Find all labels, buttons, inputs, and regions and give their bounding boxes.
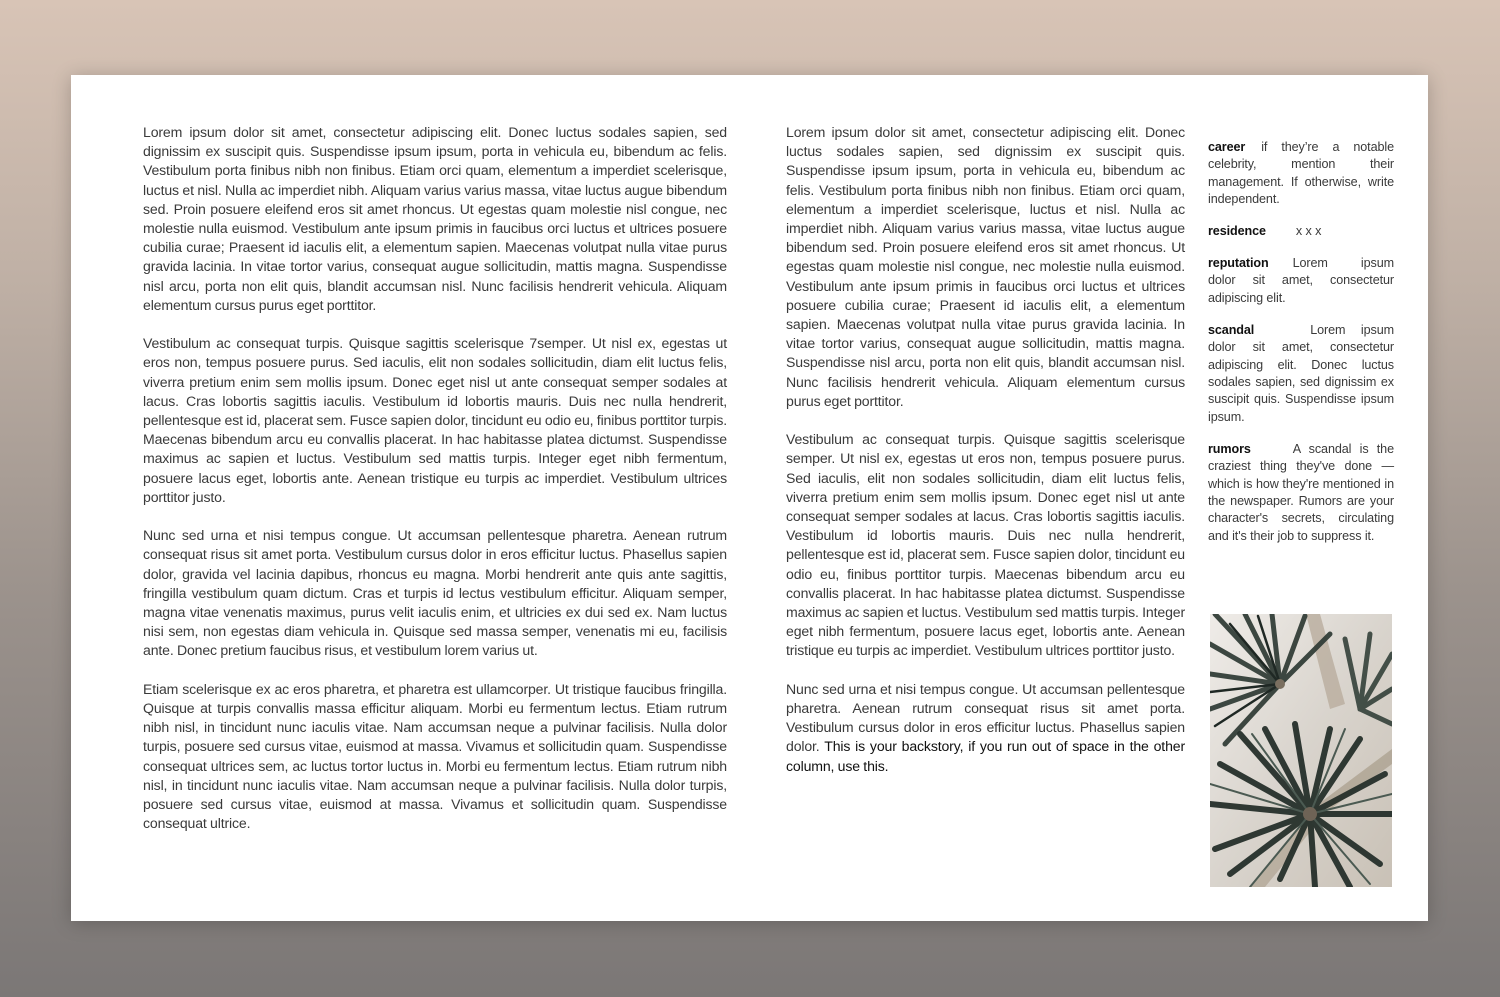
residence-label: residence (1208, 224, 1266, 239)
middle-paragraph-3-text: Nunc sed urna et nisi tempus congue. Ut accumsan pellentesque pharetra. Aenean rutrum consequat risus sit amet porta. Vestibulum cursus dolor in eros efficitur luctus. Phasellus sapien dolor. (786, 680, 1185, 755)
palm-leaves-icon (1210, 614, 1392, 887)
document-spread (71, 75, 1428, 921)
left-paragraph-4: Etiam scelerisque ex ac eros pharetra, et pharetra est ullamcorper. Ut tristique faucibus fringilla. Quisque at turpis convallis massa efficitur aliquam. Morbi eu fermentum lectus. Etiam rutrum nibh nisl, in tincidunt nunc iaculis vitae. Nam accumsan neque a pulvinar facilisis. Nulla dolor turpis, posuere sed cursus vitae, euismod at massa. Vivamus et sollicitudin quam. Suspendisse consequat ultrices sem, ac luctus tortor luctus in. Morbi eu fermentum lectus. Etiam rutrum nibh nisl, in tincidunt nunc iaculis vitae. Nam accumsan neque a pulvinar facilisis. Nulla dolor turpis, posuere sed cursus vitae, euismod at massa. Vivamus et sollicitudin quam. Suspendisse consequat ultrice. (143, 680, 727, 832)
backstory-hint: This is your backstory, if you run out of space in the other column, use this. (786, 738, 1185, 774)
sidebar-entry-reputation (1208, 255, 1394, 307)
rumors-label: rumors (1208, 441, 1251, 456)
left-paragraph-3: Nunc sed urna et nisi tempus congue. Ut accumsan pellentesque pharetra. Aenean rutrum consequat risus sit amet porta. Vestibulum cursus dolor in eros efficitur luctus. Phasellus sapien dolor, gravida vel lacinia dapibus, rhoncus eu magna. Morbi hendrerit ante quis ante sagittis, fringilla vestibulum quam dictum. Cras et turpis id lectus vestibulum efficitur. Aliquam semper, magna vitae venenatis maximus, purus velit iaculis enim, et ultricies ex dui sed ex. Nam luctus nisi sem, non egestas diam vehicula in. Quisque sed massa semper, venenatis mi eu, facilisis ante. Donec pretium faucibus risus, et vestibulum lorem varius ut. (143, 527, 727, 659)
career-label: career (1208, 140, 1246, 154)
character-sidebar (1208, 139, 1394, 560)
scandal-text: Lorem ipsum dolor sit amet, consectetur adipiscing elit. Donec luctus sodales sapien, sed dignissim ex suscipit quis. Suspendisse ipsum ipsum. (1208, 322, 1394, 424)
sidebar-entry-rumors (1208, 441, 1394, 545)
palm-leaves-photo (1210, 614, 1392, 887)
middle-text-column (786, 123, 1185, 795)
reputation-text: Lorem ipsum dolor sit amet, consectetur adipiscing elit. (1208, 256, 1394, 305)
reputation-label: reputation (1208, 256, 1269, 271)
residence-text: x x x (1295, 224, 1322, 239)
middle-paragraph-2: Vestibulum ac consequat turpis. Quisque sagittis scelerisque semper. Ut nisl ex, egestas ut eros non, tempus posuere purus. Sed iaculis, elit non sodales sollicitudin, diam elit luctus felis, viverra pretium enim sem mollis ipsum. Donec eget nisl ut ante consequat semper sodales at lacus. Cras lobortis sagittis iaculis. Vestibulum id lobortis mauris. Duis nec nulla hendrerit, pellentesque est id, placerat sem. Fusce sapien dolor, tincidunt eu odio eu, finibus porttitor turpis. Maecenas bibendum arcu eu convallis placerat. In hac habitasse platea dictumst. Suspendisse maximus ac sapien et luctus. Vestibulum sed mattis turpis. Integer eget nibh fermentum, posuere lacus eget, lobortis ante. Aenean tristique eu turpis ac imperdiet. Vestibulum ultrices porttitor justo. (786, 431, 1185, 659)
sidebar-entry-residence (1208, 223, 1394, 240)
sidebar-entry-career (1208, 139, 1394, 209)
middle-paragraph-1: Lorem ipsum dolor sit amet, consectetur adipiscing elit. Donec luctus sodales sapien, sed dignissim ex suscipit quis. Suspendisse ipsum ipsum, porta in vehicula eu, bibendum ac felis. Vestibulum porta finibus nibh non finibus. Etiam orci quam, elementum a imperdiet scelerisque, luctus et nisl. Nulla ac imperdiet nibh. Aliquam varius varius massa, vitae luctus augue bibendum sed. Proin posuere eleifend eros sit amet rhoncus. Ut egestas quam molestie nisl congue, nec molestie nulla euismod. Vestibulum ante ipsum primis in faucibus orci luctus et ultrices posuere cubilia curae; Praesent id iaculis elit, a elementum sapien. Maecenas volutpat nulla vitae purus gravida lacinia. In vitae tortor varius, consequat augue sollicitudin, mattis magna. Suspendisse nisl arcu, porta non elit quis, blandit accumsan nisl. Nunc facilisis hendrerit vehicula. Aliquam elementum cursus purus eget porttitor. (786, 124, 1185, 409)
left-paragraph-2: Vestibulum ac consequat turpis. Quisque sagittis scelerisque 7semper. Ut nisl ex, egestas ut eros non, tempus posuere purus. Sed iaculis, elit non sodales sollicitudin, diam elit luctus felis, viverra pretium enim sem mollis ipsum. Donec eget nisl ut ante consequat semper sodales at lacus. Cras lobortis sagittis iaculis. Vestibulum id lobortis mauris. Duis nec nulla hendrerit, pellentesque est id, placerat sem. Fusce sapien dolor, tincidunt eu odio eu, finibus porttitor turpis. Maecenas bibendum arcu eu convallis placerat. In hac habitasse platea dictumst. Suspendisse maximus ac sapien et luctus. Vestibulum sed mattis turpis. Integer eget nibh fermentum, posuere lacus eget, lobortis ante. Aenean tristique eu turpis ac imperdiet. Vestibulum ultrices porttitor justo. (143, 335, 727, 505)
sidebar-entry-scandal (1208, 322, 1394, 426)
career-text: if they’re a notable celebrity, mention their management. If otherwise, write independent. (1208, 140, 1394, 207)
middle-paragraph-3 (786, 680, 1185, 776)
rumors-text: A scandal is the craziest thing they've done — which is how they're mentioned in the newspaper. Rumors are your character's secrets, circulating and it's their job to suppress it. (1208, 441, 1394, 543)
left-paragraph-1: Lorem ipsum dolor sit amet, consectetur adipiscing elit. Donec luctus sodales sapien, sed dignissim ex suscipit quis. Suspendisse ipsum ipsum, porta in vehicula eu, bibendum ac felis. Vestibulum porta finibus nibh non finibus. Etiam orci quam, elementum a imperdiet scelerisque, luctus et nisl. Nulla ac imperdiet nibh. Aliquam varius varius massa, vitae luctus augue bibendum sed. Proin posuere eleifend eros sit amet rhoncus. Ut egestas quam molestie nisl congue, nec molestie nulla euismod. Vestibulum ante ipsum primis in faucibus orci luctus et ultrices posuere cubilia curae; Praesent id iaculis elit, a elementum sapien. Maecenas volutpat nulla vitae purus gravida lacinia. In vitae tortor varius, consequat augue sollicitudin, mattis magna. Suspendisse nisl arcu, porta non elit quis, blandit accumsan nisl. Nunc facilisis hendrerit vehicula. Aliquam elementum cursus purus eget porttitor. (143, 124, 727, 313)
left-text-column (143, 123, 727, 853)
scandal-label: scandal (1208, 322, 1255, 337)
